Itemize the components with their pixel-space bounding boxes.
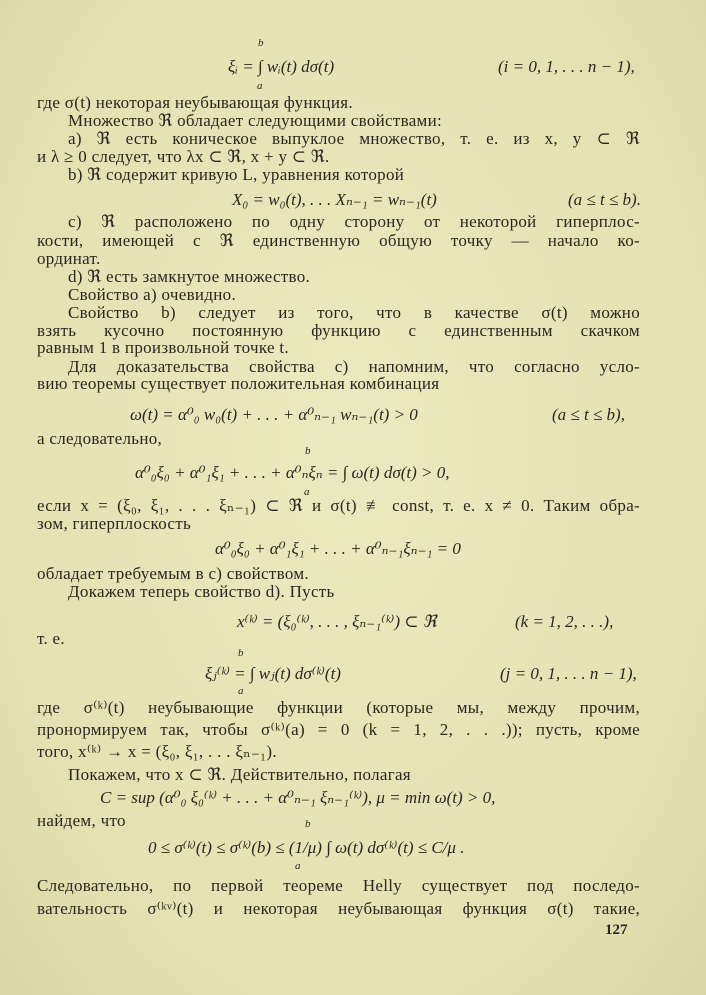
- text-line: c) ℜ расположено по одну сторону от некоторой гиперплос-: [68, 212, 640, 231]
- page-number: 127: [605, 922, 628, 938]
- text-line: вию теоремы существует положительная комбинация: [37, 374, 440, 393]
- text-line: где σ⁽ᵏ⁾(t) неубывающие функции (которые мы, между прочим,: [37, 698, 640, 717]
- text-line: d) ℜ есть замкнутое множество.: [68, 267, 311, 286]
- formula-range: (a ≤ t ≤ b),: [552, 405, 625, 424]
- text-line: и λ ≥ 0 следует, что λx ⊂ ℜ, x + y ⊂ ℜ.: [37, 147, 330, 166]
- formula-range: (j = 0, 1, . . . n − 1),: [500, 664, 637, 683]
- text-line: вательность σ⁽ᵏᵛ⁾(t) и некоторая неубывающая функция σ(t) такие,: [37, 899, 640, 918]
- formula-xk: x⁽ᵏ⁾ = (ξ₀⁽ᵏ⁾, . . . , ξₙ₋₁⁽ᵏ⁾) ⊂ ℜ: [237, 612, 437, 631]
- text-line: ординат.: [37, 249, 101, 268]
- integral-lower-limit: a: [257, 80, 263, 92]
- integral-lower-limit: a: [238, 685, 244, 697]
- formula-xi-jk: ξⱼ⁽ᵏ⁾ = ∫ wⱼ(t) dσ⁽ᵏ⁾(t): [205, 664, 341, 683]
- text-line: где σ(t) некоторая неубывающая функция.: [37, 93, 353, 112]
- text-line: Следовательно, по первой теореме Helly существует под последо-: [37, 876, 640, 895]
- text-line: найдем, что: [37, 811, 126, 830]
- formula-hyperplane: α⁰₀ξ₀ + α⁰₁ξ₁ + . . . + α⁰ₙ₋₁ξₙ₋₁ = 0: [215, 539, 461, 558]
- formula-omega: ω(t) = α⁰₀ w₀(t) + . . . + α⁰ₙ₋₁ wₙ₋₁(t) > 0: [130, 405, 418, 424]
- text-line: обладает требуемым в c) свойством.: [37, 564, 309, 583]
- text-line: Свойство b) следует из того, что в качестве σ(t) можно: [68, 303, 640, 322]
- formula-range: (a ≤ t ≤ b).: [568, 190, 641, 209]
- text-line: если x = (ξ₀, ξ₁, . . . ξₙ₋₁) ⊂ ℜ и σ(t) ≢ const, т. е. x ≠ 0. Таким обра-: [37, 496, 640, 515]
- text-line: а следовательно,: [37, 429, 163, 448]
- text-line: Множество ℜ обладает следующими свойствами:: [68, 111, 443, 130]
- formula-curve: X₀ = w₀(t), . . . Xₙ₋₁ = wₙ₋₁(t): [232, 190, 437, 209]
- integral-lower-limit: a: [304, 486, 310, 498]
- text-line: a) ℜ есть коническое выпуклое множество, т. е. из x, y ⊂ ℜ: [68, 129, 640, 148]
- text-line: т. е.: [37, 629, 65, 648]
- integral-lower-limit: a: [295, 860, 301, 872]
- text-line: b) ℜ содержит кривую L, уравнения которой: [68, 165, 405, 184]
- formula-xi-i: ξᵢ = ∫ wᵢ(t) dσ(t): [228, 57, 335, 76]
- integral-upper-limit: b: [305, 445, 311, 457]
- text-line: пронормируем так, чтобы σ⁽ᵏ⁾(a) = 0 (k = 1, 2, . . .)); пусть, кроме: [37, 720, 640, 739]
- formula-c-mu: C = sup (α⁰₀ ξ₀⁽ᵏ⁾ + . . . + α⁰ₙ₋₁ ξₙ₋₁⁽ᵏ⁾), μ = min ω(t) > 0,: [100, 788, 496, 807]
- text-line: Докажем теперь свойство d). Пусть: [68, 582, 335, 601]
- formula-range: (k = 1, 2, . . .),: [515, 612, 614, 631]
- formula-sum-integral: α⁰₀ξ₀ + α⁰₁ξ₁ + . . . + α⁰ₙξₙ = ∫ ω(t) dσ(t) > 0,: [135, 463, 450, 482]
- integral-upper-limit: b: [305, 818, 311, 830]
- text-line: зом, гиперплоскость: [37, 514, 192, 533]
- text-line: того, x⁽ᵏ⁾ → x = (ξ₀, ξ₁, . . . ξₙ₋₁).: [37, 742, 277, 761]
- integral-upper-limit: b: [258, 37, 264, 49]
- text-line: Покажем, что x ⊂ ℜ. Действительно, полагая: [68, 765, 411, 784]
- formula-range: (i = 0, 1, . . . n − 1),: [498, 57, 635, 76]
- text-line: кости, имеющей с ℜ единственную общую точку — начало ко-: [37, 231, 640, 250]
- integral-upper-limit: b: [238, 647, 244, 659]
- text-line: взять кусочно постоянную функцию с единственным скачком: [37, 321, 640, 340]
- text-line: Для доказательства свойства c) напомним, что согласно усло-: [68, 357, 640, 376]
- text-line: Свойство a) очевидно.: [68, 285, 237, 304]
- text-line: равным 1 в произвольной точке t.: [37, 338, 289, 357]
- formula-bound: 0 ≤ σ⁽ᵏ⁾(t) ≤ σ⁽ᵏ⁾(b) ≤ (1/μ) ∫ ω(t) dσ⁽ᵏ⁾(t) ≤ C/μ .: [148, 838, 465, 857]
